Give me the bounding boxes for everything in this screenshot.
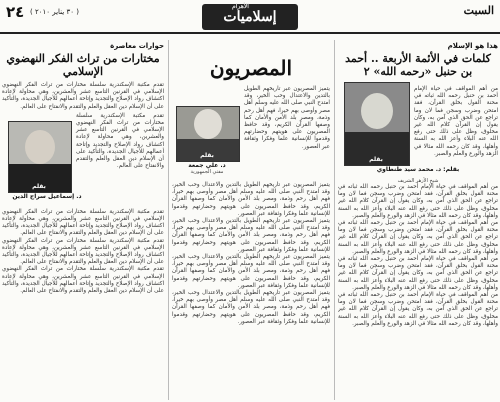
article-body: تقدم مكتبة الإسكندرية سلسلة مختارات من تراث الفكر النهضوي الإسلامي في القرنين التاسع عشر والعشرين، وهي محاولة لإعادة اكتشاف رواد الإصلاح والتجديد وإتاحة أعمالهم للأجيال الجديدة، والتأكيد على أن الإسلام دين العقل والعلم والتقدم والانفتاح على العالم. xyxy=(2,266,164,295)
article-body: تقدم مكتبة الإسكندرية سلسلة مختارات من تراث الفكر النهضوي الإسلامي في القرنين التاسع عشر والعشرين، وهي محاولة لإعادة اكتشاف رواد الإصلاح والتجديد وإتاحة أعمالهم للأجيال الجديدة، والتأكيد على أن الإسلام دين العقل والعلم والتقدم والانفتاح على العالم. xyxy=(2,208,164,237)
article-body: يتميز المصريون عبر تاريخهم الطويل بالتدين والاعتدال وحب الخير، وقد امتدح النبي صلى الله عليه وسلم أهل مصر وأوصى بهم خيرا، فهم أهل رحم وذمة، ومصر بلد الأمن والأمان كما وصفها القرآن الكريم، وقد حافظ المصريون على هويتهم وحضارتهم وقدموا للإنسانية علما وفكرا وثقافة عبر العصور. xyxy=(172,182,330,217)
byline-label: بقلم xyxy=(32,182,46,190)
author-block xyxy=(338,82,498,178)
article-lead-text: تقدم مكتبة الإسكندرية سلسلة مختارات من تراث الفكر النهضوي الإسلامي في القرنين التاسع عشر والعشرين، وهي محاولة لإعادة اكتشاف رواد الإصلاح والتجديد وإتاحة أعمالهم للأجيال الجديدة، والتأكيد على أن الإسلام دين العقل والعلم والتقدم والانفتاح على العالم. xyxy=(76,112,164,170)
article-lead xyxy=(244,86,330,151)
article-kicker: هذا هو الإسلام xyxy=(447,42,498,50)
author-name: د. علي جمعة xyxy=(188,162,226,169)
byline-label: بقلم xyxy=(369,156,383,163)
section-logo-small: الأهرام xyxy=(232,3,249,10)
article-headline: المصريون xyxy=(209,56,293,80)
byline xyxy=(2,193,92,200)
article-lead-text: يتميز المصريون عبر تاريخهم الطويل بالتدين والاعتدال وحب الخير، وقد امتدح النبي صلى الله عليه وسلم أهل مصر وأوصى بهم خيرا، فهم أهل رحم وذمة، ومصر بلد الأمن والأمان كما وصفها القرآن الكريم، وقد حافظ المصريون على هويتهم وحضارتهم وقدموا للإنسانية علما وفكرا وثقافة عبر العصور. xyxy=(244,86,330,150)
author-photo-face xyxy=(361,93,393,129)
byline xyxy=(338,166,498,173)
section-title-text: إسلاميات xyxy=(223,9,277,25)
byline-label: بقلم xyxy=(200,152,214,159)
author-name: د. إسماعيل سراج الدين xyxy=(12,192,82,200)
column-divider xyxy=(168,40,169,400)
author-name: بقلم: د. محمد سيد طنطاوي xyxy=(376,166,460,173)
newspaper-day: السبت xyxy=(463,4,494,17)
article-body: يتميز المصريون عبر تاريخهم الطويل بالتدين والاعتدال وحب الخير، وقد امتدح النبي صلى الله عليه وسلم أهل مصر وأوصى بهم خيرا، فهم أهل رحم وذمة، ومصر بلد الأمن والأمان كما وصفها القرآن الكريم، وقد حافظ المصريون على هويتهم وحضارتهم وقدموا للإنسانية علما وفكرا وثقافة عبر العصور. xyxy=(172,218,330,253)
author-photo-face xyxy=(194,109,222,139)
article-body: من أهم المواقف في حياة الإمام أحمد بن حنبل رحمه الله ثباته في محنة القول بخلق القرآن، فقد امتحن وضرب وسجن فما لان وما تراجع عن الحق الذي آمن به، وكان يقول إن القرآن كلام الله غير مخلوق، وظل على ذلك حتى رفع الله عنه البلاء وأعز الله به السنة وأهلها، وقد كان رحمه الله مثالا في الزهد والورع والعلم والصبر. xyxy=(338,256,498,291)
author-block xyxy=(172,86,330,182)
author-title: شيخ الأزهر الشريف xyxy=(397,178,439,184)
article-body: من أهم المواقف في حياة الإمام أحمد بن حنبل رحمه الله ثباته في محنة القول بخلق القرآن، فقد امتحن وضرب وسجن فما لان وما تراجع عن الحق الذي آمن به، وكان يقول إن القرآن كلام الله غير مخلوق، وظل على ذلك حتى رفع الله عنه البلاء وأعز الله به السنة وأهلها، وقد كان رحمه الله مثالا في الزهد والورع والعلم والصبر. xyxy=(338,292,498,327)
article-left xyxy=(2,40,164,400)
author-title: مفتي الجمهورية xyxy=(190,169,224,175)
article-headline: مختارات من تراث الفكر النهضوي الإسلامي xyxy=(6,52,160,78)
section-title xyxy=(202,4,298,30)
page-number: ٢٤ xyxy=(6,3,25,21)
article-headline: كلمات في الأئمة الأربعة .. أحمد بن حنبل «رحمه الله» ٢ xyxy=(345,52,491,78)
column-divider xyxy=(334,40,335,400)
article-body: من أهم المواقف في حياة الإمام أحمد بن حنبل رحمه الله ثباته في محنة القول بخلق القرآن، فقد امتحن وضرب وسجن فما لان وما تراجع عن الحق الذي آمن به، وكان يقول إن القرآن كلام الله غير مخلوق، وظل على ذلك حتى رفع الله عنه البلاء وأعز الله به السنة وأهلها، وقد كان رحمه الله مثالا في الزهد والورع والعلم والصبر. xyxy=(338,184,498,219)
author-photo-face xyxy=(25,130,55,164)
article-kicker: حوارات معاصرة xyxy=(110,42,164,50)
article-body: من أهم المواقف في حياة الإمام أحمد بن حنبل رحمه الله ثباته في محنة القول بخلق القرآن، فقد امتحن وضرب وسجن فما لان وما تراجع عن الحق الذي آمن به، وكان يقول إن القرآن كلام الله غير مخلوق، وظل على ذلك حتى رفع الله عنه البلاء وأعز الله به السنة وأهلها، وقد كان رحمه الله مثالا في الزهد والورع والعلم والصبر. xyxy=(338,220,498,255)
article-lead xyxy=(76,113,164,171)
article-right xyxy=(338,40,498,400)
article-lead-text: من أهم المواقف في حياة الإمام أحمد بن حنبل رحمه الله ثباته في محنة القول بخلق القرآن، فقد امتحن وضرب وسجن فما لان وما تراجع عن الحق الذي آمن به، وكان يقول إن القرآن كلام الله غير مخلوق، وظل على ذلك حتى رفع الله عنه البلاء وأعز الله به السنة وأهلها، وقد كان رحمه الله مثالا في الزهد والورع والعلم والصبر. xyxy=(414,86,498,157)
article-body: تقدم مكتبة الإسكندرية سلسلة مختارات من تراث الفكر النهضوي الإسلامي في القرنين التاسع عشر والعشرين، وهي محاولة لإعادة اكتشاف رواد الإصلاح والتجديد وإتاحة أعمالهم للأجيال الجديدة، والتأكيد على أن الإسلام دين العقل والعلم والتقدم والانفتاح على العالم. xyxy=(2,82,164,110)
author-photo xyxy=(344,82,410,166)
header-rule xyxy=(0,32,500,34)
article-middle xyxy=(172,40,330,400)
article-body: يتميز المصريون عبر تاريخهم الطويل بالتدين والاعتدال وحب الخير، وقد امتدح النبي صلى الله عليه وسلم أهل مصر وأوصى بهم خيرا، فهم أهل رحم وذمة، ومصر بلد الأمن والأمان كما وصفها القرآن الكريم، وقد حافظ المصريون على هويتهم وحضارتهم وقدموا للإنسانية علما وفكرا وثقافة عبر العصور. xyxy=(172,290,330,325)
byline xyxy=(176,162,238,175)
article-body: تقدم مكتبة الإسكندرية سلسلة مختارات من تراث الفكر النهضوي الإسلامي في القرنين التاسع عشر والعشرين، وهي محاولة لإعادة اكتشاف رواد الإصلاح والتجديد وإتاحة أعمالهم للأجيال الجديدة، والتأكيد على أن الإسلام دين العقل والعلم والتقدم والانفتاح على العالم. xyxy=(2,237,164,266)
author-block xyxy=(2,113,164,209)
article-body: يتميز المصريون عبر تاريخهم الطويل بالتدين والاعتدال وحب الخير، وقد امتدح النبي صلى الله عليه وسلم أهل مصر وأوصى بهم خيرا، فهم أهل رحم وذمة، ومصر بلد الأمن والأمان كما وصفها القرآن الكريم، وقد حافظ المصريون على هويتهم وحضارتهم وقدموا للإنسانية علما وفكرا وثقافة عبر العصور. xyxy=(172,254,330,289)
issue-date: ( ٣٠ يناير ٢٠١٠ ) xyxy=(30,8,79,16)
article-lead xyxy=(414,86,498,158)
